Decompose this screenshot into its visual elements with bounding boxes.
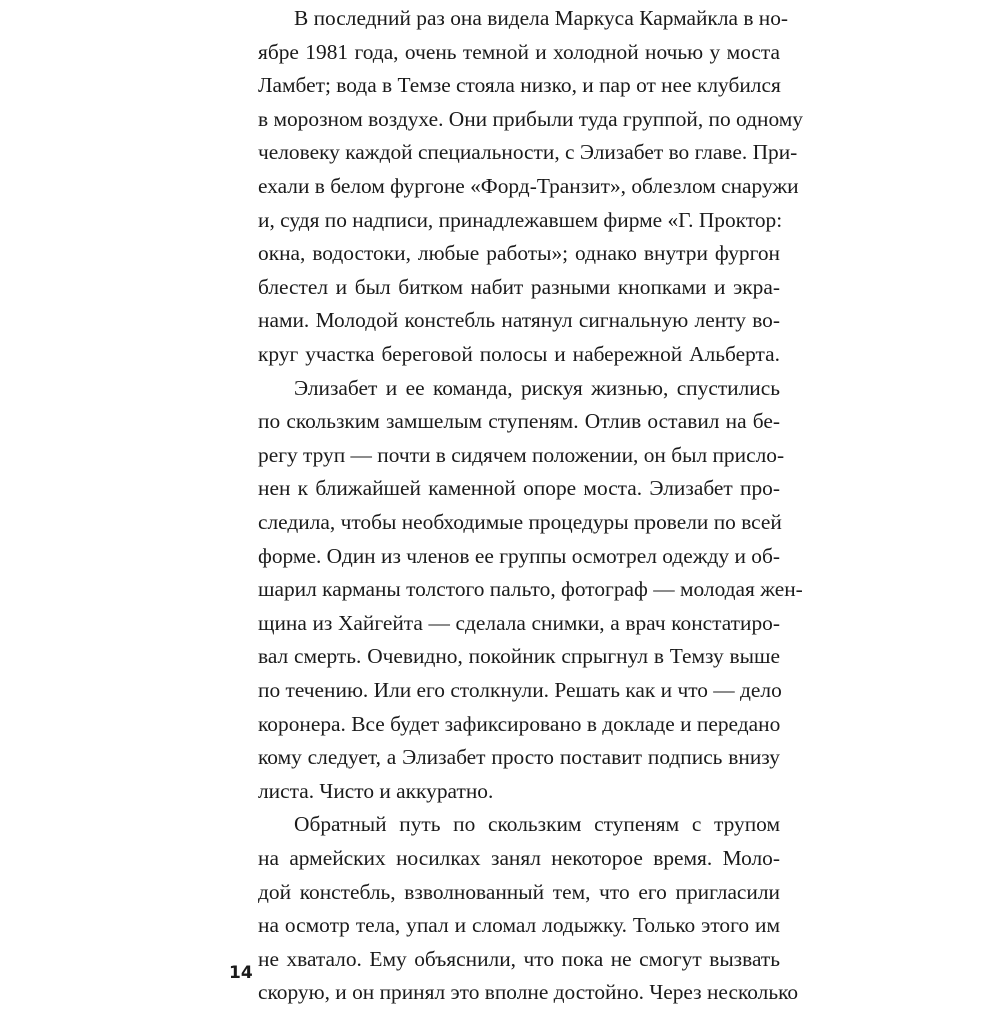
text-line: скорую, и он принял это вполне достойно. Через несколько — [258, 980, 799, 1005]
text-line: блестел и был битком набит разными кнопками и экра- — [258, 274, 780, 299]
text-line: по течению. Или его столкнули. Решать как и что — дело — [258, 678, 782, 702]
text-line: форме. Один из членов ее группы осмотрел одежду и об- — [258, 543, 780, 568]
text-line: на осмотр тела, упал и сломал лодыжку. Только этого им — [258, 913, 780, 938]
text-line: окна, водостоки, любые работы»; однако внутри фургон — [258, 241, 780, 266]
text-line: и, судя по надписи, принадлежавшем фирме «Г. Проктор: — [258, 207, 783, 232]
text-line: по скользким замшелым ступеням. Отлив оставил на бе- — [258, 409, 780, 434]
text-line: листа. Чисто и аккуратно. — [258, 778, 494, 803]
text-line: следила, чтобы необходимые процедуры провели по всей — [258, 510, 782, 534]
text-line: коронера. Все будет зафиксировано в докладе и передано — [258, 711, 781, 736]
text-line: шарил карманы толстого пальто, фотограф — молодая жен- — [258, 577, 803, 602]
text-line: Ламбет; вода в Темзе стояла низко, и пар от нее клубился — [258, 73, 781, 98]
page-number: 14 — [229, 963, 253, 983]
text-line: дой констебль, взволнованный тем, что его пригласили — [258, 879, 780, 904]
text-line: в морозном воздухе. Они прибыли туда группой, по одному — [258, 106, 803, 131]
text-line: на армейских носилках занял некоторое время. Моло- — [258, 846, 780, 870]
text-line: круг участка береговой полосы и набережной Альберта. — [258, 342, 780, 366]
text-line: кому следует, а Элизабет просто поставит подпись внизу — [258, 745, 780, 770]
text-line: не хватало. Ему объяснили, что пока не смогут вызвать — [258, 946, 780, 971]
text-line: человеку каждой специальности, с Элизабет во главе. При- — [258, 140, 798, 165]
text-line: В последний раз она видела Маркуса Кармайкла в но- — [294, 6, 789, 30]
text-line: регу труп — почти в сидячем положении, он был прислo- — [258, 442, 785, 467]
text-line: Обратный путь по скользким ступеням с трупом — [294, 812, 780, 837]
text-line: нами. Молодой констебль натянул сигнальную ленту во- — [258, 308, 780, 333]
text-line: нен к ближайшей каменной опоре моста. Элизабет про- — [258, 476, 780, 501]
text-line: вал смерть. Очевидно, покойник спрыгнул в Темзу выше — [258, 644, 780, 669]
text-line: ябре 1981 года, очень темной и холодной ночью у моста — [258, 39, 780, 64]
text-line: ехали в белом фургоне «Форд-Транзит», облезлом снаружи — [258, 174, 799, 198]
text-line: Элизабет и ее команда, рискуя жизнью, спустились — [294, 375, 780, 400]
text-line: щина из Хайгейта — сделала снимки, а врач констатиро- — [258, 610, 780, 635]
